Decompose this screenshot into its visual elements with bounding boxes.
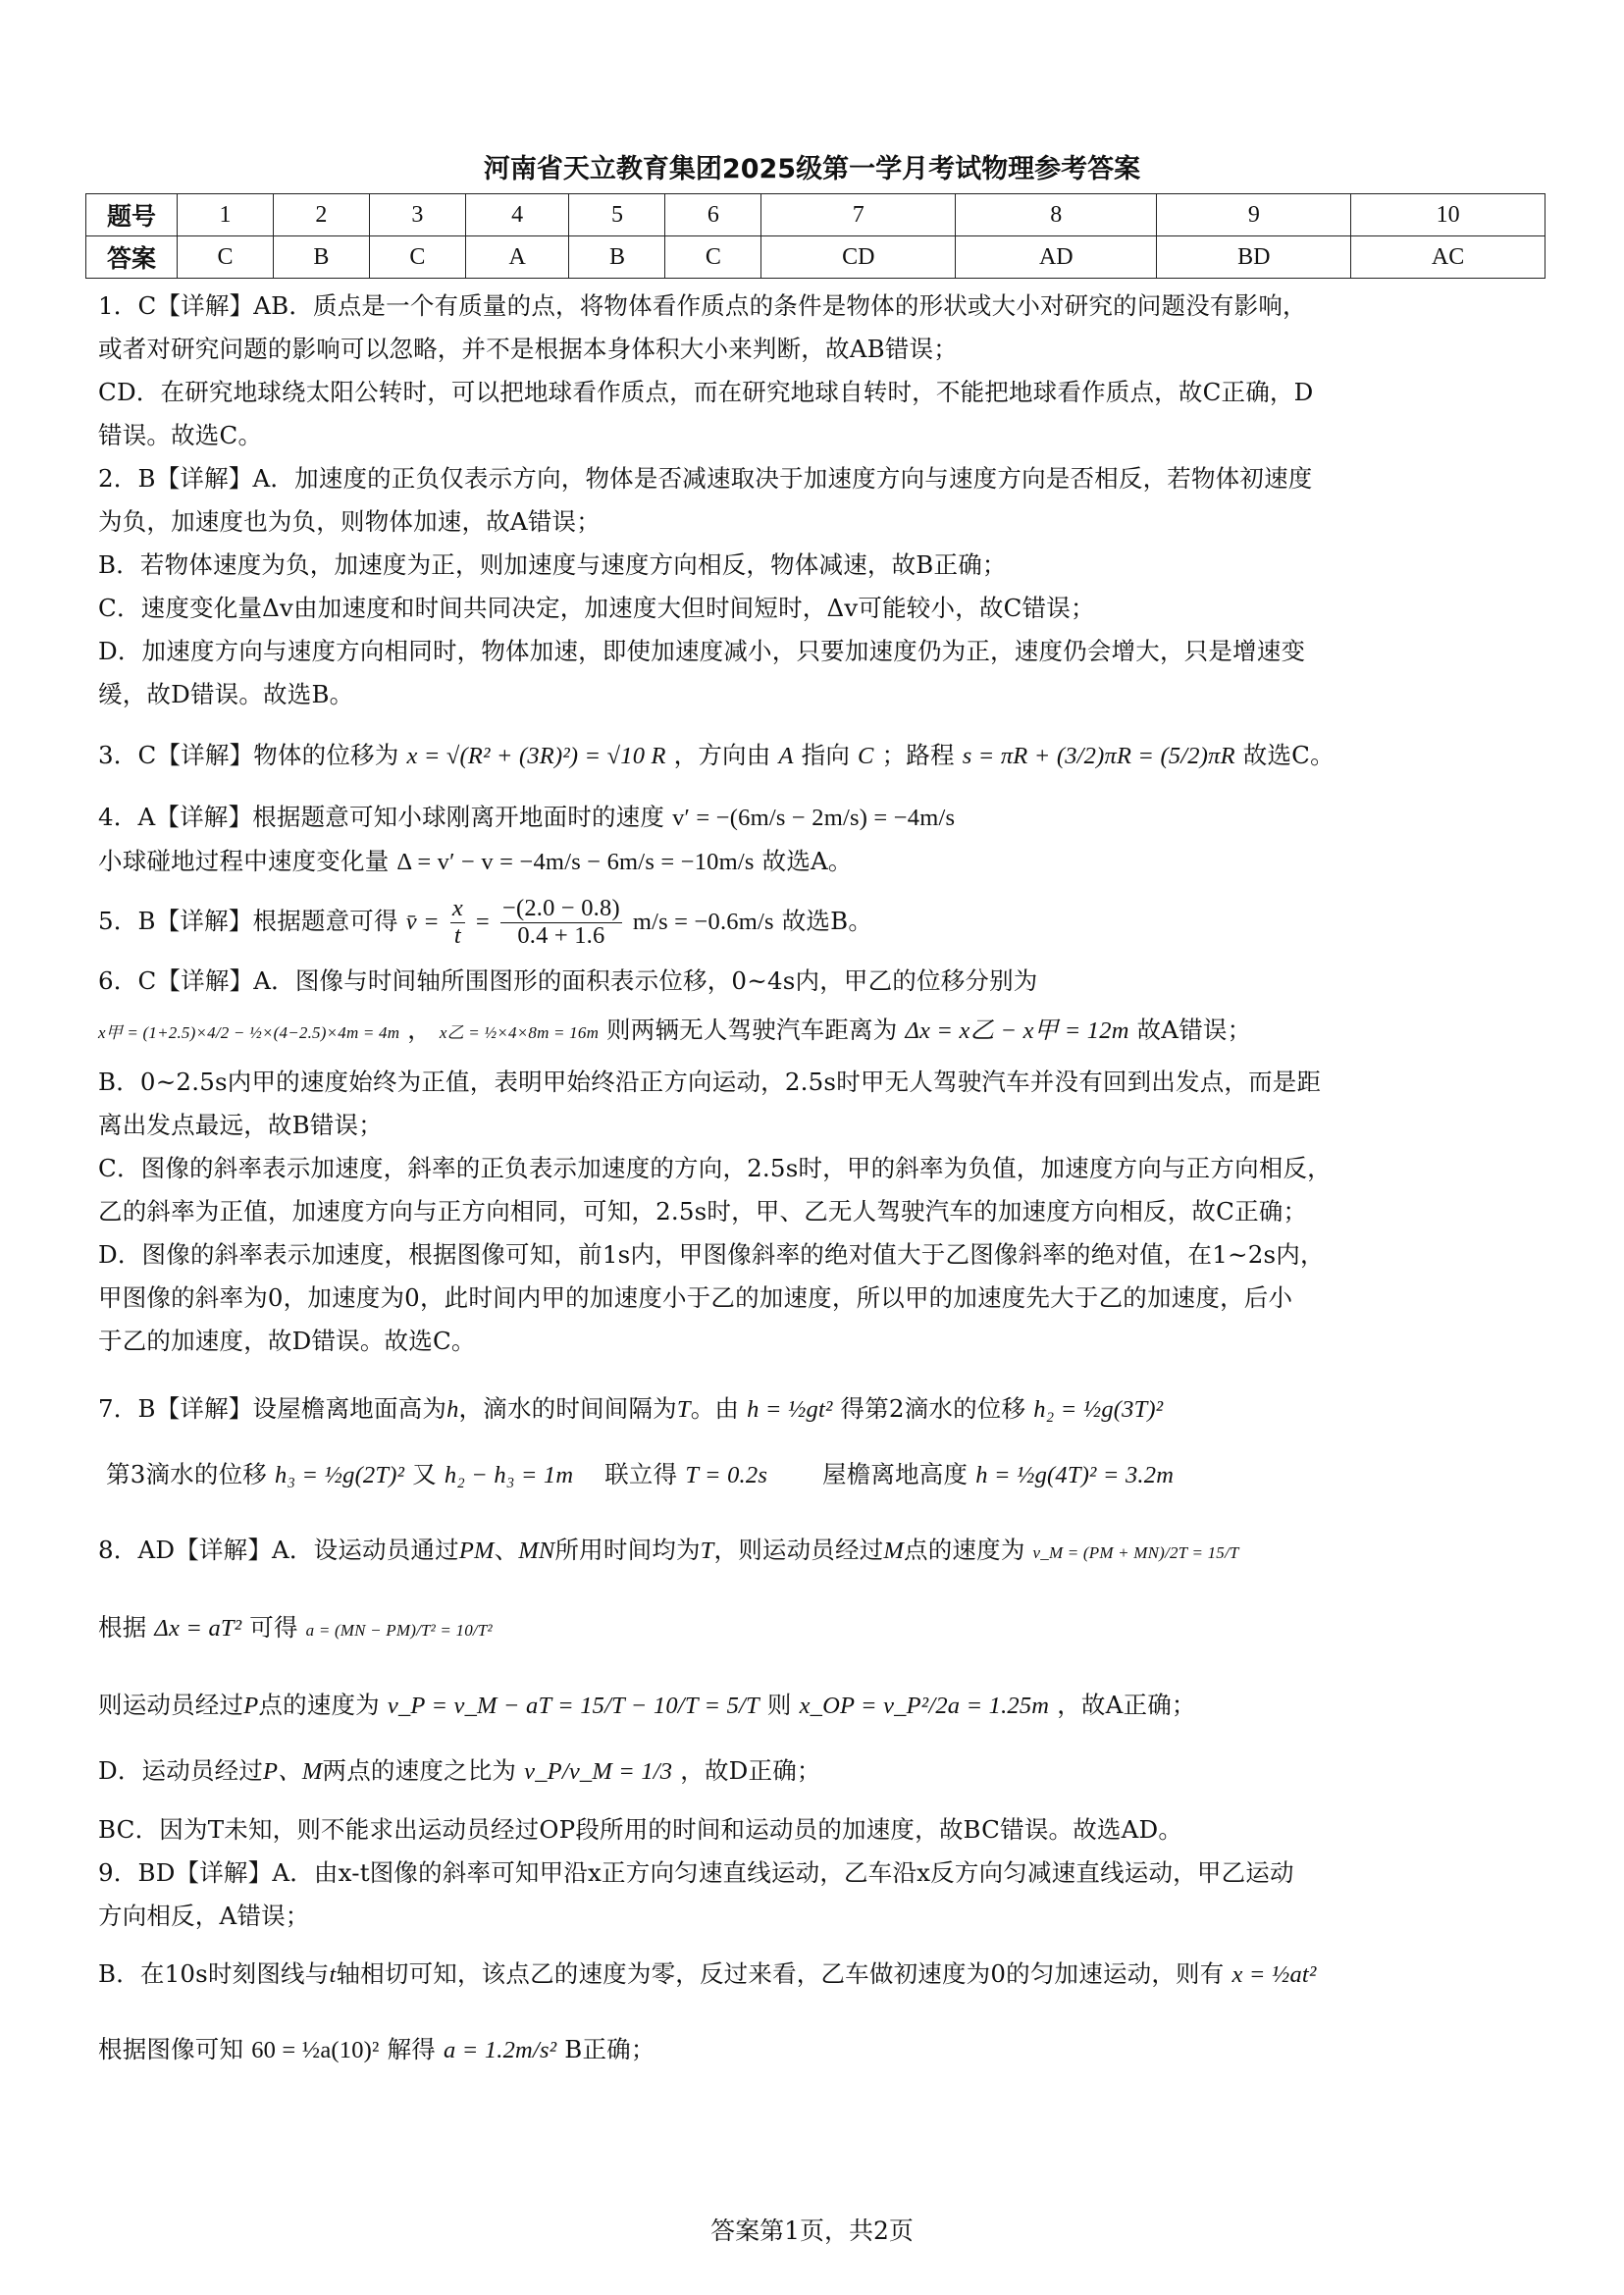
q8-text: 、 xyxy=(494,1536,519,1564)
q7-text: ，滴水的时间间隔为 xyxy=(458,1394,677,1423)
fraction-denominator: t xyxy=(453,922,461,949)
q4-line xyxy=(98,796,1541,840)
q2-line: D．加速度方向与速度方向相同时，物体加速，即使加速度减小，只要加速度仍为正，速度仍会增大，只是增速变 xyxy=(98,637,1306,665)
q8-text: 则运动员经过 xyxy=(98,1691,244,1719)
question-number: 3 xyxy=(369,194,465,236)
answer-cell: A xyxy=(465,236,569,279)
question-number: 4 xyxy=(465,194,569,236)
row-label: 题号 xyxy=(86,194,178,236)
q3-text: 指向 xyxy=(801,741,851,769)
q8-text: ，故D正确； xyxy=(680,1756,821,1785)
q4-velocity-formula: v′ = −(6m/s − 2m/s) = −4m/s xyxy=(672,805,956,831)
q9-text: 解得 xyxy=(387,2035,436,2063)
q4-line xyxy=(98,840,1541,884)
q7-var: h xyxy=(446,1396,459,1423)
q5-text: 故选B。 xyxy=(781,907,873,935)
answer-cell: C xyxy=(178,236,274,279)
answer-cell: CD xyxy=(761,236,956,279)
q5-formula-rhs: m/s = −0.6m/s xyxy=(632,909,774,935)
q3-text: ；路程 xyxy=(881,741,955,769)
q5-fraction xyxy=(450,896,465,950)
page-footer: 答案第1页，共2页 xyxy=(710,2217,914,2245)
q9-formula: x = ½at² xyxy=(1231,1961,1317,1988)
q3-text: 故选C。 xyxy=(1242,741,1335,769)
q9-line xyxy=(98,1946,1541,2004)
q8-line xyxy=(98,1677,1541,1735)
q8-text: ，则运动员经过 xyxy=(713,1536,884,1564)
answer-row xyxy=(86,236,1545,279)
q3-line xyxy=(98,734,1541,778)
q8-text: ，故A正确； xyxy=(1057,1691,1196,1719)
answer-cell: B xyxy=(569,236,665,279)
q6-line: C．图像的斜率表示加速度，斜率的正负表示加速度的方向，2.5s时，甲的斜率为负值，加速度方向与正方向相反， xyxy=(98,1154,1332,1182)
q2-line: 为负，加速度也为负，则物体加速，故A错误； xyxy=(98,507,601,536)
q1-line: 或者对研究问题的影响可以忽略，并不是根据本身体积大小来判断，故AB错误； xyxy=(98,335,958,363)
fraction-numerator: −(2.0 − 0.8) xyxy=(501,895,620,922)
q8-formula: Δx = aT² xyxy=(154,1615,242,1642)
q8-formula: v_P = v_M − aT = 15/T − 10/T = 5/T xyxy=(387,1693,760,1719)
fraction-denominator: 0.4 + 1.6 xyxy=(517,922,605,949)
q9-formula: a = 1.2m/s² xyxy=(444,2037,557,2063)
q6-distance-formula: Δx = x乙 − x甲 = 12m xyxy=(905,1017,1129,1044)
question-number: 1 xyxy=(178,194,274,236)
q8-var: P xyxy=(243,1693,259,1719)
q4-text: 4．A【详解】根据题意可知小球刚离开地面时的速度 xyxy=(98,803,665,831)
q8-formula: x_OP = v_P²/2a = 1.25m xyxy=(799,1693,1050,1719)
q9-text: B正确； xyxy=(564,2035,655,2063)
q7-formula: h₂ = ½g(3T)² xyxy=(1033,1396,1164,1423)
q7-line xyxy=(98,1446,1541,1504)
answer-cell: C xyxy=(369,236,465,279)
q9-text: B．在10s时刻图线与 xyxy=(98,1959,330,1988)
q8-text: 根据 xyxy=(98,1613,147,1642)
q6-line: 甲图像的斜率为0，加速度为0，此时间内甲的加速度小于乙的加速度，所以甲的加速度先大于乙的加速度，后小 xyxy=(98,1283,1293,1312)
q6-text: 故A错误； xyxy=(1136,1016,1252,1044)
q5-line: 5．B【详解】根据题意可得 v̄ = $\frac{x}{t}$ = $\frac{-(2.0 - 0.8)}{0.4 + 1.6}$ m/s = −0.6m/s 故选B。 xyxy=(98,895,873,949)
row-label: 答案 xyxy=(86,236,178,279)
q8-text: 则 xyxy=(766,1691,792,1719)
q2-line: 缓，故D错误。故选B。 xyxy=(98,680,354,708)
q6-x-yi-formula: x乙 = ½×4×8m = 16m xyxy=(439,1023,600,1042)
q7-text: 得第2滴水的位移 xyxy=(840,1394,1026,1423)
question-number: 6 xyxy=(665,194,761,236)
q6-line: x甲 = (1+2.5)×4/2 − ½×(4−2.5)×4m = 4m ， x乙 = ½×4×8m = 16m 则两辆无人驾驶汽车距离为 Δx = x乙 − x甲 = 12m 故A错误； xyxy=(98,1016,1252,1044)
q8-text: 8．AD【详解】A．设运动员通过 xyxy=(98,1536,459,1564)
answer-cell: AD xyxy=(956,236,1157,279)
answer-cell: BD xyxy=(1157,236,1351,279)
answer-cell: B xyxy=(273,236,369,279)
q8-var: P、M xyxy=(263,1758,323,1785)
q7-var: T xyxy=(676,1396,691,1423)
q8-text: D．运动员经过 xyxy=(98,1756,264,1785)
q1-line: 1．C【详解】AB．质点是一个有质量的点，将物体看作质点的条件是物体的形状或大小对研究的问题没有影响， xyxy=(98,291,1307,320)
question-number: 2 xyxy=(273,194,369,236)
q9-line: 9．BD【详解】A．由x-t图像的斜率可知甲沿x正方向匀速直线运动，乙车沿x反方向匀减速直线运动，甲乙运动 xyxy=(98,1858,1294,1887)
q2-line: 2．B【详解】A．加速度的正负仅表示方向，物体是否减速取决于加速度方向与速度方向是否相反，若物体初速度 xyxy=(98,464,1313,493)
q7-formula: h₃ = ½g(2T)² xyxy=(275,1462,405,1488)
q9-line: 方向相反，A错误； xyxy=(98,1902,310,1930)
q1-line: CD．在研究地球绕太阳公转时，可以把地球看作质点，而在研究地球自转时，不能把地球看作质点，故C正确，D xyxy=(98,378,1314,406)
q8-line: BC．因为T未知，则不能求出运动员经过OP段所用的时间和运动员的加速度，故BC错误。故选AD。 xyxy=(98,1815,1183,1844)
q1-line: 错误。故选C。 xyxy=(98,421,263,449)
q8-line xyxy=(98,1522,1541,1582)
question-number: 7 xyxy=(761,194,956,236)
q9-text: 根据图像可知 xyxy=(98,2035,244,2063)
q8-formula: v_M = (PM + MN)/2T = 15/T xyxy=(1032,1543,1239,1562)
q8-line xyxy=(98,1743,1541,1800)
q8-text: 所用时间均为 xyxy=(554,1536,701,1564)
q3-text: ，方向由 xyxy=(673,741,771,769)
q9-formula: 60 = ½a(10)² xyxy=(251,2037,380,2063)
q8-text: 两点的速度之比为 xyxy=(322,1756,517,1785)
q7-text: 第3滴水的位移 xyxy=(106,1460,267,1488)
q6-line: D．图像的斜率表示加速度，根据图像可知，前1s内，甲图像斜率的绝对值大于乙图像斜率的绝对值，在1~2s内， xyxy=(98,1240,1325,1269)
q9-var: t xyxy=(329,1961,337,1988)
q4-text: 故选A。 xyxy=(761,847,853,875)
q5-text: 5．B【详解】根据题意可得 xyxy=(98,907,398,935)
answer-cell: C xyxy=(665,236,761,279)
q8-line xyxy=(98,1599,1541,1659)
question-number: 9 xyxy=(1157,194,1351,236)
q3-point: A xyxy=(778,743,794,769)
q7-text: 联立得 xyxy=(604,1460,678,1488)
question-number: 5 xyxy=(569,194,665,236)
q5-formula-lhs: v̄ = xyxy=(405,909,440,935)
question-number: 8 xyxy=(956,194,1157,236)
q3-point: C xyxy=(858,743,874,769)
q8-text: 可得 xyxy=(249,1613,298,1642)
q8-var: T xyxy=(700,1538,714,1564)
q6-text: 则两辆无人驾驶汽车距离为 xyxy=(606,1016,898,1044)
q7-text: 。由 xyxy=(690,1394,740,1423)
q6-line: B．0~2.5s内甲的速度始终为正值，表明甲始终沿正方向运动，2.5s时甲无人驾驶汽车并没有回到出发点，而是距 xyxy=(98,1068,1322,1096)
explanations xyxy=(98,285,1541,2079)
answer-table xyxy=(85,193,1545,279)
q2-line: C．速度变化量Δv由加速度和时间共同决定，加速度大但时间短时，Δv可能较小，故C错误； xyxy=(98,594,1095,622)
q7-line xyxy=(98,1381,1541,1438)
page-title: 河南省天立教育集团2025级第一学月考试物理参考答案 xyxy=(483,154,1141,184)
fraction-numerator: x xyxy=(451,895,463,922)
q4-delta-formula: Δ = v′ − v = −4m/s − 6m/s = −10m/s xyxy=(396,849,755,875)
q7-text: 又 xyxy=(412,1460,437,1488)
q7-text: 7．B【详解】设屋檐离地面高为 xyxy=(98,1394,447,1423)
q2-line: B．若物体速度为负，加速度为正，则加速度与速度方向相反，物体减速，故B正确； xyxy=(98,550,1007,579)
q7-formula: h = ½gt² xyxy=(747,1396,833,1423)
q8-var: MN xyxy=(518,1538,555,1564)
q3-path-formula: s = πR + (3/2)πR = (5/2)πR xyxy=(962,743,1235,769)
q7-formula: T = 0.2s xyxy=(685,1462,768,1488)
q5-fraction xyxy=(500,896,622,950)
q3-displacement-formula: x = √(R² + (3R)²) = √10 R xyxy=(406,743,666,769)
q8-text: 点的速度为 xyxy=(904,1536,1025,1564)
q6-x-jia-formula: x甲 = (1+2.5)×4/2 − ½×(4−2.5)×4m = 4m xyxy=(98,1023,400,1042)
q4-text: 小球碰地过程中速度变化量 xyxy=(98,847,390,875)
question-number-row xyxy=(86,194,1545,236)
q7-formula: h = ½g(4T)² = 3.2m xyxy=(975,1462,1175,1488)
q8-formula: v_P/v_M = 1/3 xyxy=(524,1758,673,1785)
q6-line: 于乙的加速度，故D错误。故选C。 xyxy=(98,1327,476,1355)
q9-line xyxy=(98,2021,1541,2079)
q6-line: 6．C【详解】A．图像与时间轴所围图形的面积表示位移，0~4s内，甲乙的位移分别为 xyxy=(98,966,1038,995)
q8-text: 点的速度为 xyxy=(258,1691,380,1719)
q7-formula: h₂ − h₃ = 1m xyxy=(444,1462,574,1488)
q6-line: 乙的斜率为正值，加速度方向与正方向相同，可知，2.5s时，甲、乙无人驾驶汽车的加速度方向相反，故C正确； xyxy=(98,1197,1308,1226)
question-number: 10 xyxy=(1351,194,1545,236)
q9-text: 轴相切可知，该点乙的速度为零，反过来看，乙车做初速度为0的匀加速运动，则有 xyxy=(336,1959,1225,1988)
q8-formula: a = (MN − PM)/T² = 10/T² xyxy=(305,1621,493,1640)
q3-text: 3．C【详解】物体的位移为 xyxy=(98,741,399,769)
q8-var: PM xyxy=(458,1538,495,1564)
q7-text: 屋檐离地高度 xyxy=(822,1460,969,1488)
q6-line: 离出发点最远，故B错误； xyxy=(98,1111,383,1139)
q8-var: M xyxy=(883,1538,905,1564)
answer-cell: AC xyxy=(1351,236,1545,279)
